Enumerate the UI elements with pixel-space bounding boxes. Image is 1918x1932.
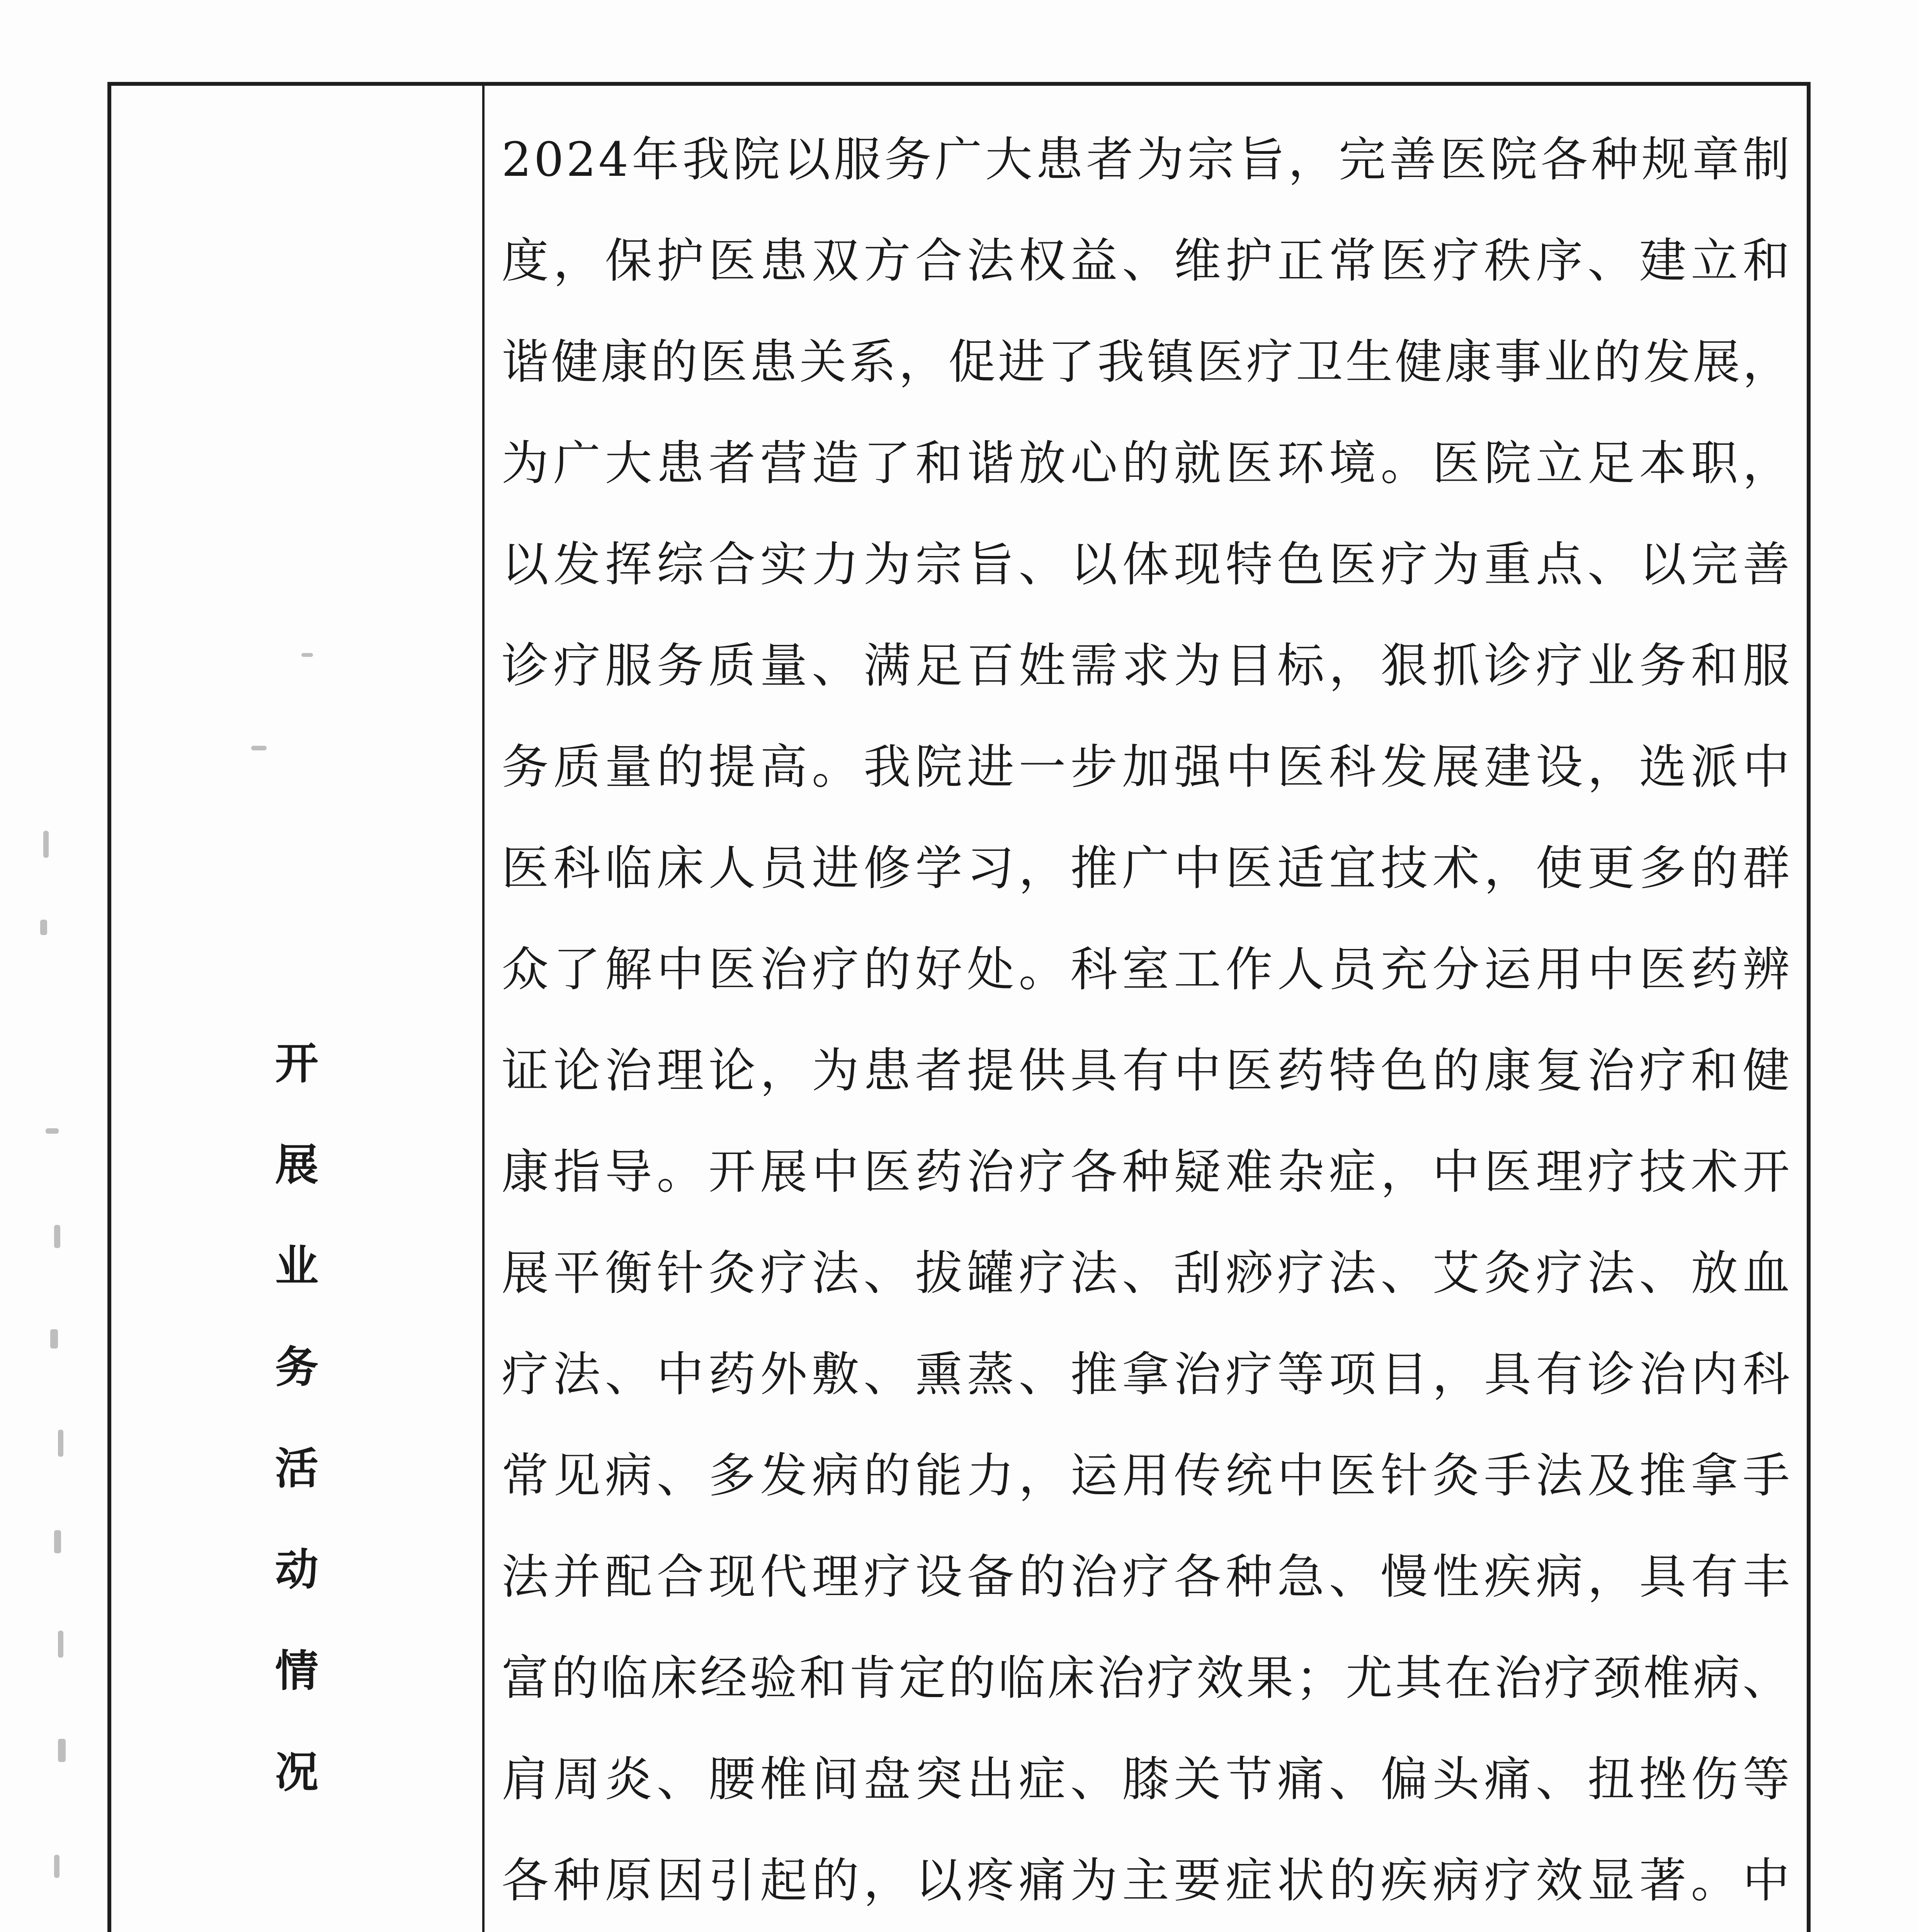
label-char: 业 bbox=[275, 1241, 318, 1291]
scan-artifact bbox=[40, 920, 47, 935]
column-divider bbox=[482, 86, 485, 1932]
scan-artifact bbox=[54, 1530, 61, 1553]
label-char: 务 bbox=[275, 1342, 318, 1393]
content-line: 医科临床人员进修学习，推广中医适宜技术，使更多的群 bbox=[502, 841, 1792, 896]
content-line: 常见病、多发病的能力，运用传统中医针灸手法及推拿手 bbox=[502, 1448, 1792, 1503]
label-cell bbox=[111, 86, 482, 1932]
scan-artifact bbox=[54, 1225, 60, 1248]
scan-artifact bbox=[46, 1128, 59, 1134]
content-line: 度，保护医患双方合法权益、维护正常医疗秩序、建立和 bbox=[502, 233, 1792, 288]
content-cell bbox=[502, 109, 1792, 1932]
content-line: 证论治理论，为患者提供具有中医药特色的康复治疗和健 bbox=[502, 1043, 1792, 1098]
section-label bbox=[111, 1013, 482, 1823]
label-char: 动 bbox=[275, 1545, 318, 1595]
content-line: 富的临床经验和肯定的临床治疗效果；尤其在治疗颈椎病、 bbox=[502, 1651, 1792, 1706]
scan-artifact bbox=[58, 1739, 66, 1762]
content-line: 众了解中医治疗的好处。科室工作人员充分运用中医药辨 bbox=[502, 942, 1792, 997]
content-line: 展平衡针灸疗法、拔罐疗法、刮痧疗法、艾灸疗法、放血 bbox=[502, 1246, 1792, 1301]
content-line: 各种原因引起的，以疼痛为主要症状的疾病疗效显著。中 bbox=[502, 1853, 1792, 1908]
label-char: 情 bbox=[275, 1646, 318, 1696]
content-line: 肩周炎、腰椎间盘突出症、膝关节痛、偏头痛、扭挫伤等 bbox=[502, 1752, 1792, 1807]
label-char: 活 bbox=[275, 1444, 318, 1494]
scan-artifact bbox=[58, 1430, 63, 1457]
form-table bbox=[107, 82, 1811, 1932]
content-line: 以发挥综合实力为宗旨、以体现特色医疗为重点、以完善 bbox=[502, 537, 1792, 592]
content-line: 谐健康的医患关系，促进了我镇医疗卫生健康事业的发展， bbox=[502, 335, 1792, 389]
content-line: 2024年我院以服务广大患者为宗旨，完善医院各种规章制 bbox=[502, 132, 1792, 187]
content-line: 为广大患者营造了和谐放心的就医环境。医院立足本职， bbox=[502, 436, 1792, 491]
content-line: 务质量的提高。我院进一步加强中医科发展建设，选派中 bbox=[502, 740, 1792, 794]
content-line: 法并配合现代理疗设备的治疗各种急、慢性疾病，具有丰 bbox=[502, 1549, 1792, 1604]
content-line: 康指导。开展中医药治疗各种疑难杂症，中医理疗技术开 bbox=[502, 1145, 1792, 1199]
label-char: 况 bbox=[275, 1747, 318, 1798]
label-char: 展 bbox=[275, 1140, 318, 1190]
content-line: 诊疗服务质量、满足百姓需求为目标，狠抓诊疗业务和服 bbox=[502, 638, 1792, 693]
label-char: 开 bbox=[275, 1039, 318, 1089]
scan-artifact bbox=[54, 1855, 60, 1878]
scan-artifact bbox=[43, 831, 49, 858]
scan-artifact bbox=[50, 1329, 58, 1349]
content-line: 疗法、中药外敷、熏蒸、推拿治疗等项目，具有诊治内科 bbox=[502, 1347, 1792, 1402]
scan-artifact bbox=[58, 1631, 63, 1658]
